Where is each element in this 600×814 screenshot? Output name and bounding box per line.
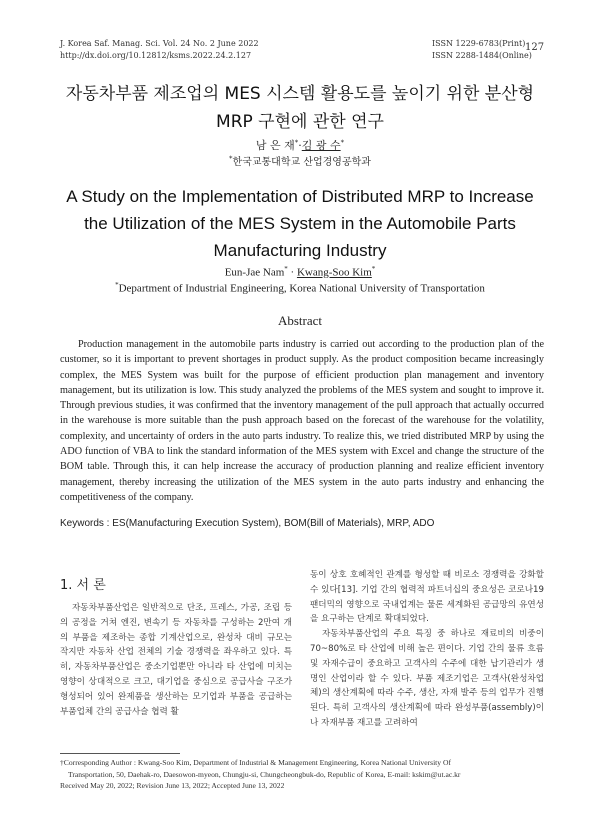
footnote (60, 757, 550, 792)
doi-link[interactable]: http://dx.doi.org/10.12812/ksms.2022.24.2.127 (60, 51, 252, 60)
english-authors (40, 265, 560, 279)
korean-author-2: 김 광 수 (301, 139, 341, 152)
english-affiliation: *Department of Industrial Engineering, Korea National University of Transportation (115, 281, 485, 295)
abstract-text: Production management in the automobile parts industry is carried out according to the production plan of the customer, so it is important to prevent shortages in product supply. As the product composition became increasingly complex, the MES System was built for the purpose of efficient production plan management and inventory management, but its utilization is low. This study analyzed the problems of the MES system and sought to improve it. Through previous studies, it was confirmed that the inventory management of the pull approach that actually occurred in the warehouse is more suitable than the push approach based on the forecast of the warehouse for the volatility, complexity, and uncertainty of orders in the auto parts industry. To realize this, we tried distributed MRP by using the ADO function of VBA to link the standard information of the MES system with Excel and change the structure of the BOM table. Through this, it can help increase the accuracy of production planning and realize efficient inventory management, thereby increasing the utilization of the MES system in the auto parts industry and enhancing the competitiveness of the company. (60, 339, 544, 503)
journal-citation: J. Korea Saf. Manag. Sci. Vol. 24 No. 2 June 2022 (60, 39, 259, 48)
journal-header (60, 38, 259, 62)
english-title-line-1: A Study on the Implementation of Distributed MRP to Increase (66, 187, 534, 206)
author-separator: · (287, 266, 297, 279)
keywords-label: Keywords : (60, 518, 113, 529)
footnote-address: Transportation, 50, Daehak-ro, Daesowon-myeon, Chungju-si, Chungcheongbuk-do, Republic of Korea, E-mail: kskim@ut.ac.kr (68, 769, 461, 779)
footnote-corresponding-author: †Corresponding Author : Kwang-Soo Kim, Department of Industrial & Management Engineering, Korea National University Of (60, 758, 451, 767)
korean-author-1: 남 은 재 (255, 139, 295, 152)
issn-block (432, 38, 532, 62)
affiliation-marker: * (284, 265, 288, 273)
english-author-2: Kwang-Soo Kim (296, 266, 372, 279)
affiliation-marker: * (294, 138, 299, 147)
left-column (60, 601, 292, 719)
english-title-line-3: Manufacturing Industry (213, 241, 387, 260)
affiliation-marker: * (229, 154, 233, 163)
english-title (40, 183, 560, 264)
korean-authors (40, 137, 560, 153)
affiliation-marker: * (115, 281, 119, 289)
affiliation-marker: * (340, 138, 345, 147)
english-title-line-2: the Utilization of the MES System in the Automobile Parts (84, 214, 516, 233)
body-paragraph: 자동차부품산업은 일반적으로 단조, 프레스, 가공, 조립 등의 공정을 거쳐 엔진, 변속기 등 자동차를 구성하는 2만여 개의 부품을 제조하는 종합 기계산업으로, 완성차 대비 규모는 작지만 자동차 산업 전체의 기술 경쟁력을 좌우하고 있다. 특히, 자동차부품산업은 중소기업뿐만 아니라 타 산업에 미치는 영향이 상대적으로 크고, 대기업을 중심으로 공급사슬 구조가 형성되어 있어 완제품을 생산하는 모기업과 부품을 공급하는 부품업체 간의 공급사슬 협력 활 (60, 603, 292, 717)
issn-online: ISSN 2288-1484(Online) (432, 51, 532, 60)
korean-title-line-1: 자동차부품 제조업의 MES 시스템 활용도를 높이기 위한 분산형 (65, 84, 535, 104)
keywords-list: ES(Manufacturing Execution System), BOM(Bill of Materials), MRP, ADO (112, 518, 435, 529)
korean-title (40, 80, 560, 136)
issn-print: ISSN 1229-6783(Print) (432, 39, 526, 48)
body-paragraph: 동이 상호 호혜적인 관계를 형성할 때 비로소 경쟁력을 강화할 수 있다[13]. 기업 간의 협력적 파트너십의 중요성은 코로나19 팬더믹의 영향으로 국내업계는 물론 세계화된 공급망의 유연성을 요구하는 단계로 확대되었다. (310, 570, 544, 625)
body-paragraph: 자동차부품산업의 주요 특징 중 하나로 재료비의 비중이 70~80%로 타 산업에 비해 높은 편이다. 기업 간의 물류 흐름 및 자재수급이 중요하고 고객사의 수주에 대한 납기관리가 생명인 산업이라 할 수 있다. 부품 제조기업은 고객사(완성차업체)의 생산계획에 따라 수주, 생산, 자재 발주 등의 업무가 진행된다. 특히 고객사의 생산계획에 따라 완성부품(assembly)이나 자재부품 재고를 고려하여 (310, 629, 544, 728)
keywords (60, 518, 434, 529)
right-column (310, 568, 544, 731)
affiliation-marker: * (371, 265, 376, 273)
english-author-1: Eun-Jae Nam (224, 266, 285, 279)
abstract-heading: Abstract (277, 313, 323, 328)
korean-affiliation: *한국교통대학교 산업경영공학과 (229, 154, 371, 168)
korean-title-line-2: MRP 구현에 관한 연구 (216, 112, 384, 132)
footnote-dates: Received May 20, 2022; Revision June 13, 2022; Accepted June 13, 2022 (60, 781, 285, 791)
page-number: 127 (525, 42, 545, 53)
footnote-divider (60, 753, 180, 754)
section-heading: 1. 서 론 (60, 578, 106, 593)
author-separator: · (298, 139, 302, 152)
